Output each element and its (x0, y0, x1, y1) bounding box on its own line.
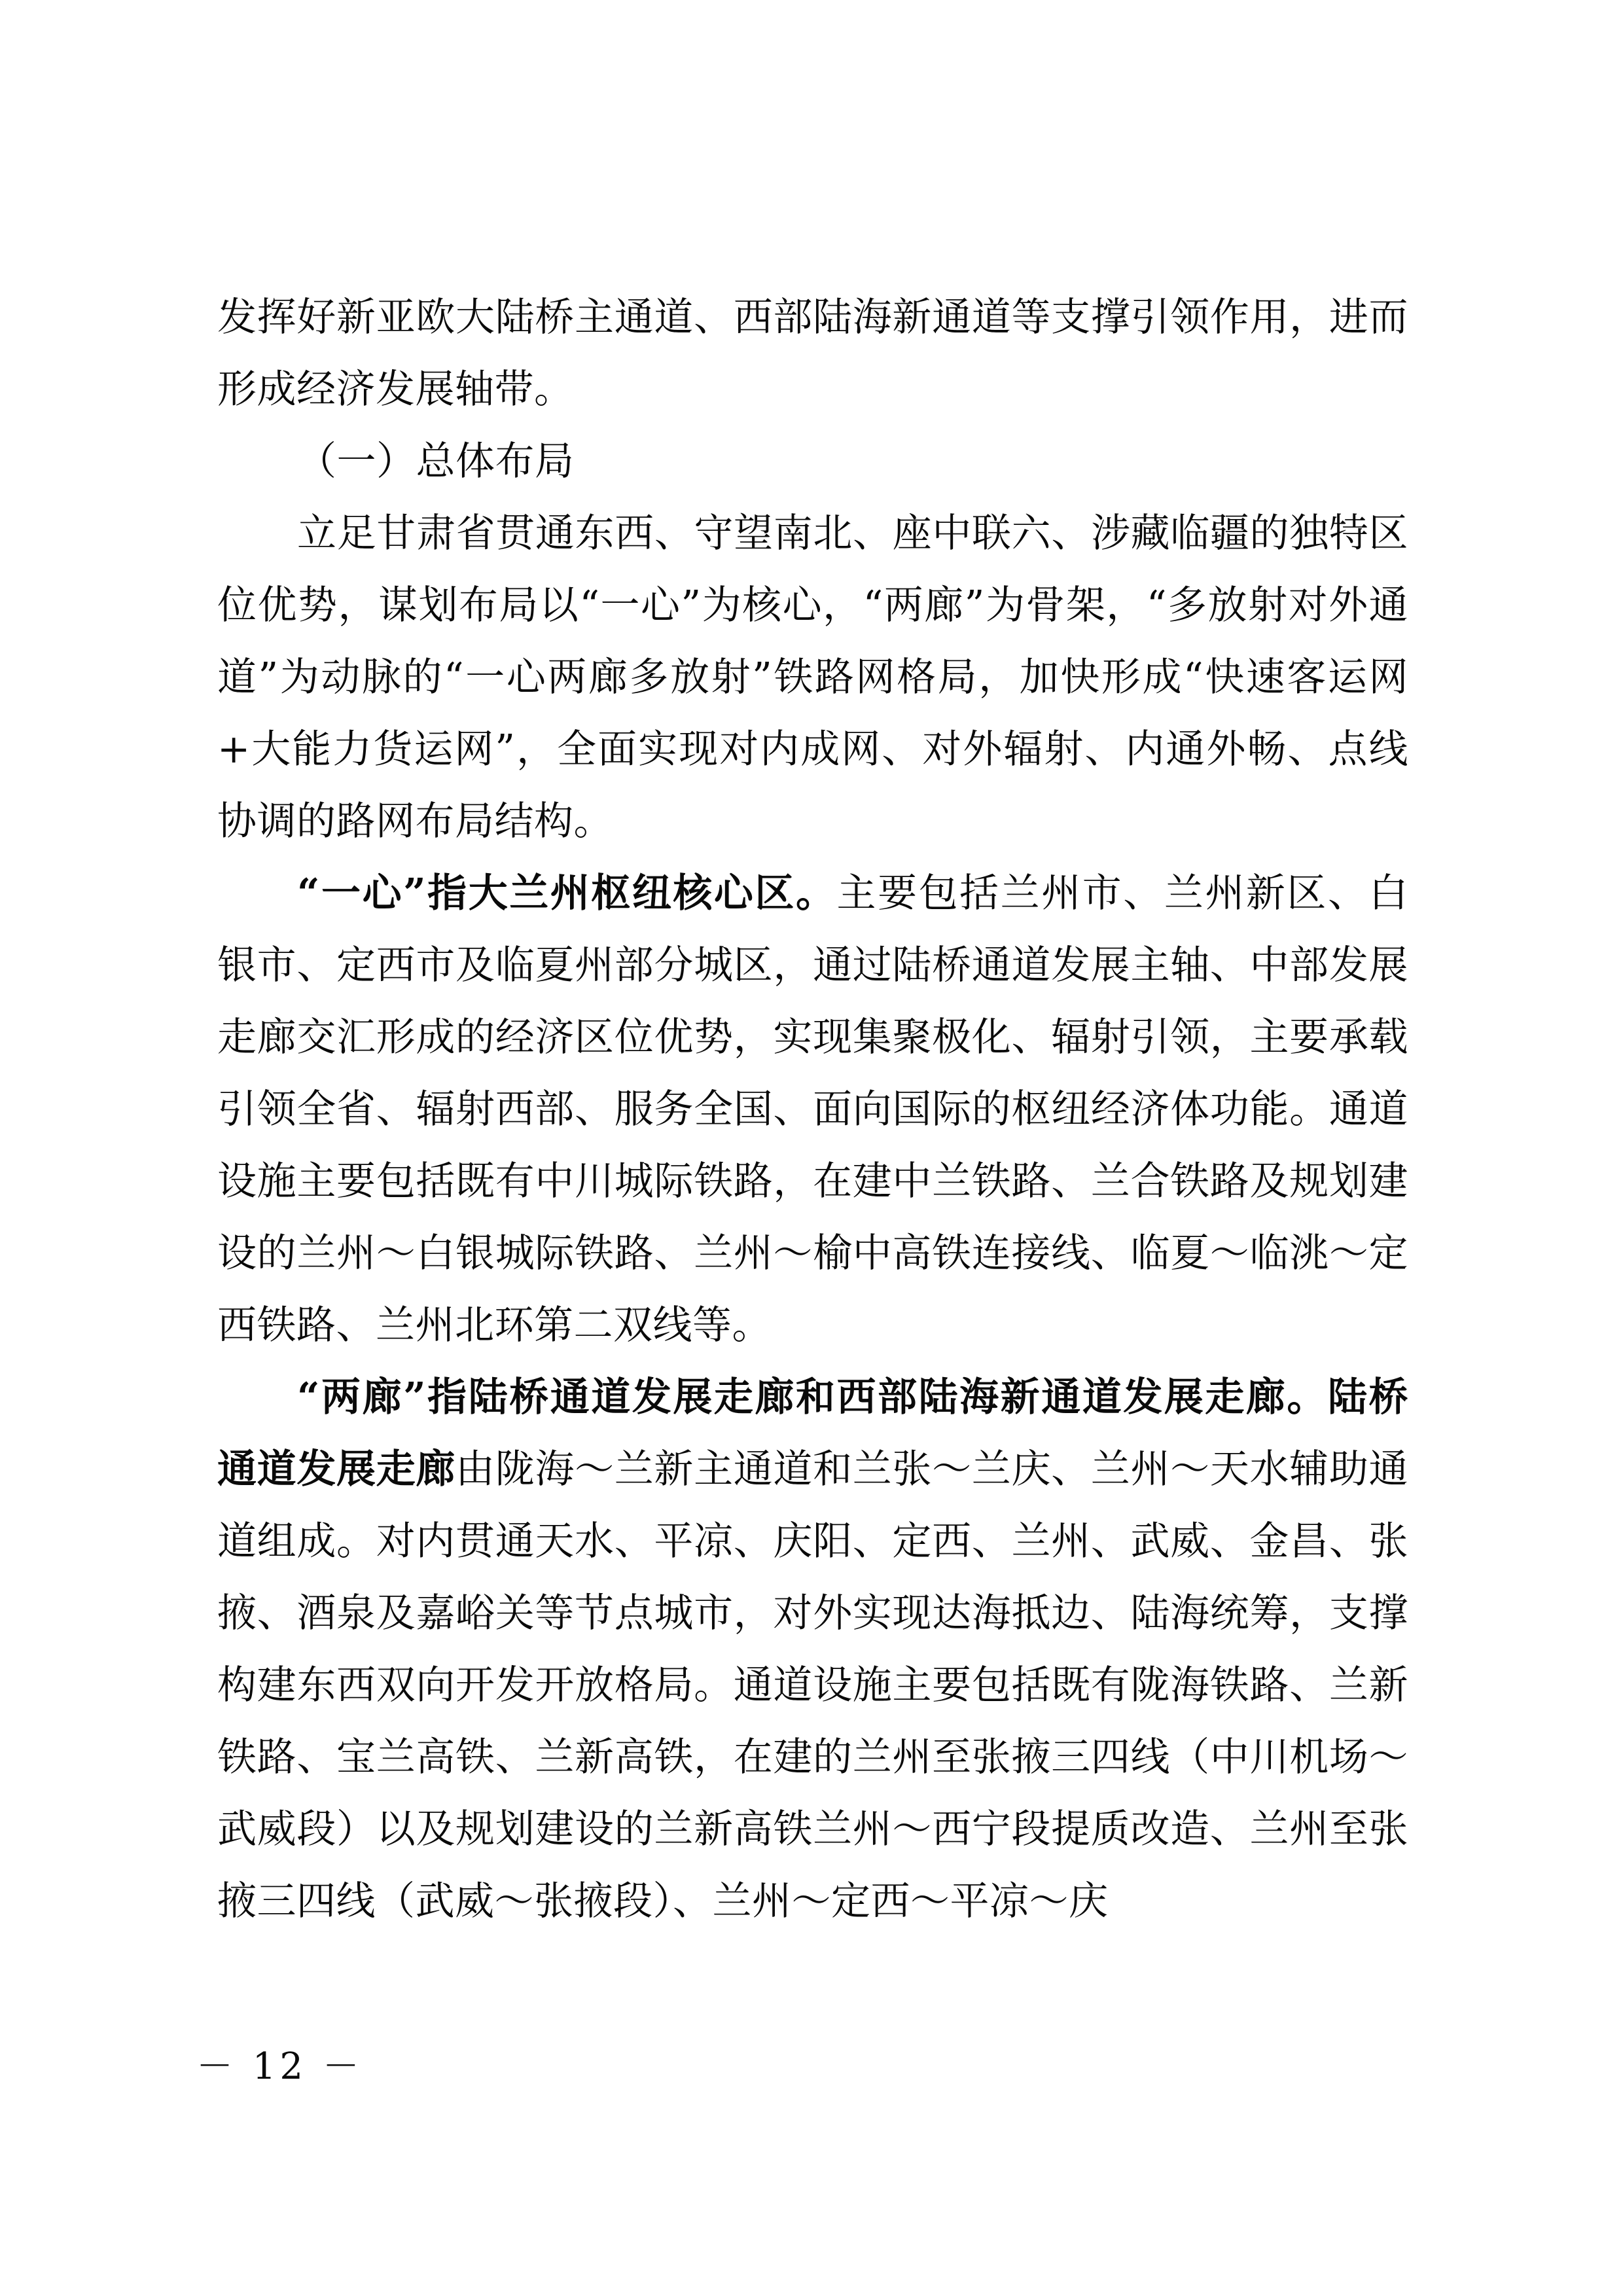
text-run-regular: 立足甘肃省贯通东西、守望南北、座中联六、涉藏临疆的独特区位优势，谋划布局以“一心”为核心，“两廊”为骨架，“多放射对外通道”为动脉的“一心两廊多放射”铁路网格局，加快形成“快速客运网+大能力货运网”，全面实现对内成网、对外辐射、内通外畅、点线协调的路网布局结构。 (217, 511, 1408, 844)
paragraph-two-corridors (217, 1361, 1408, 1937)
text-run-regular: 主要包括兰州市、兰州新区、白银市、定西市及临夏州部分城区，通过陆桥通道发展主轴、中部发展走廊交汇形成的经济区位优势，实现集聚极化、辐射引领，主要承载引领全省、辐射西部、服务全国、面向国际的枢纽经济体功能。通道设施主要包括既有中川城际铁路，在建中兰铁路、兰合铁路及规划建设的兰州～白银城际铁路、兰州～榆中高铁连接线、临夏～临洮～定西铁路、兰州北环第二双线等。 (217, 870, 1408, 1348)
text-run-regular: 由陇海～兰新主通道和兰张～兰庆、兰州～天水辅助通道组成。对内贯通天水、平凉、庆阳、定西、兰州、武威、金昌、张掖、酒泉及嘉峪关等节点城市，对外实现达海抵边、陆海统筹，支撑构建东西双向开发开放格局。通道设施主要包括既有陇海铁路、兰新铁路、宝兰高铁、兰新高铁，在建的兰州至张掖三四线（中川机场～武威段）以及规划建设的兰新高铁兰州～西宁段提质改造、兰州至张掖三四线（武威～张掖段）、兰州～定西～平凉～庆 (217, 1446, 1409, 1924)
paragraph-section-heading-overall-layout (217, 425, 1408, 497)
page-number: － 12 － (196, 2045, 363, 2088)
text-run-regular: 发挥好新亚欧大陆桥主通道、西部陆海新通道等支撑引领作用，进而形成经济发展轴带。 (217, 295, 1408, 412)
paragraph-continuation (217, 281, 1408, 425)
emphasis-run-one-heart: “一心”指大兰州枢纽核心区。 (297, 870, 837, 916)
paragraph-regional-positioning (217, 497, 1408, 857)
page-text-block (217, 281, 1408, 1937)
section-heading-label: （一）总体布局 (297, 439, 575, 484)
paragraph-one-heart (217, 857, 1408, 1361)
emphasis-run-two-corridors: “两廊”指陆桥通道发展走廊和西部陆海新通道发展走廊。陆桥通道发展走廊 (217, 1374, 1408, 1492)
